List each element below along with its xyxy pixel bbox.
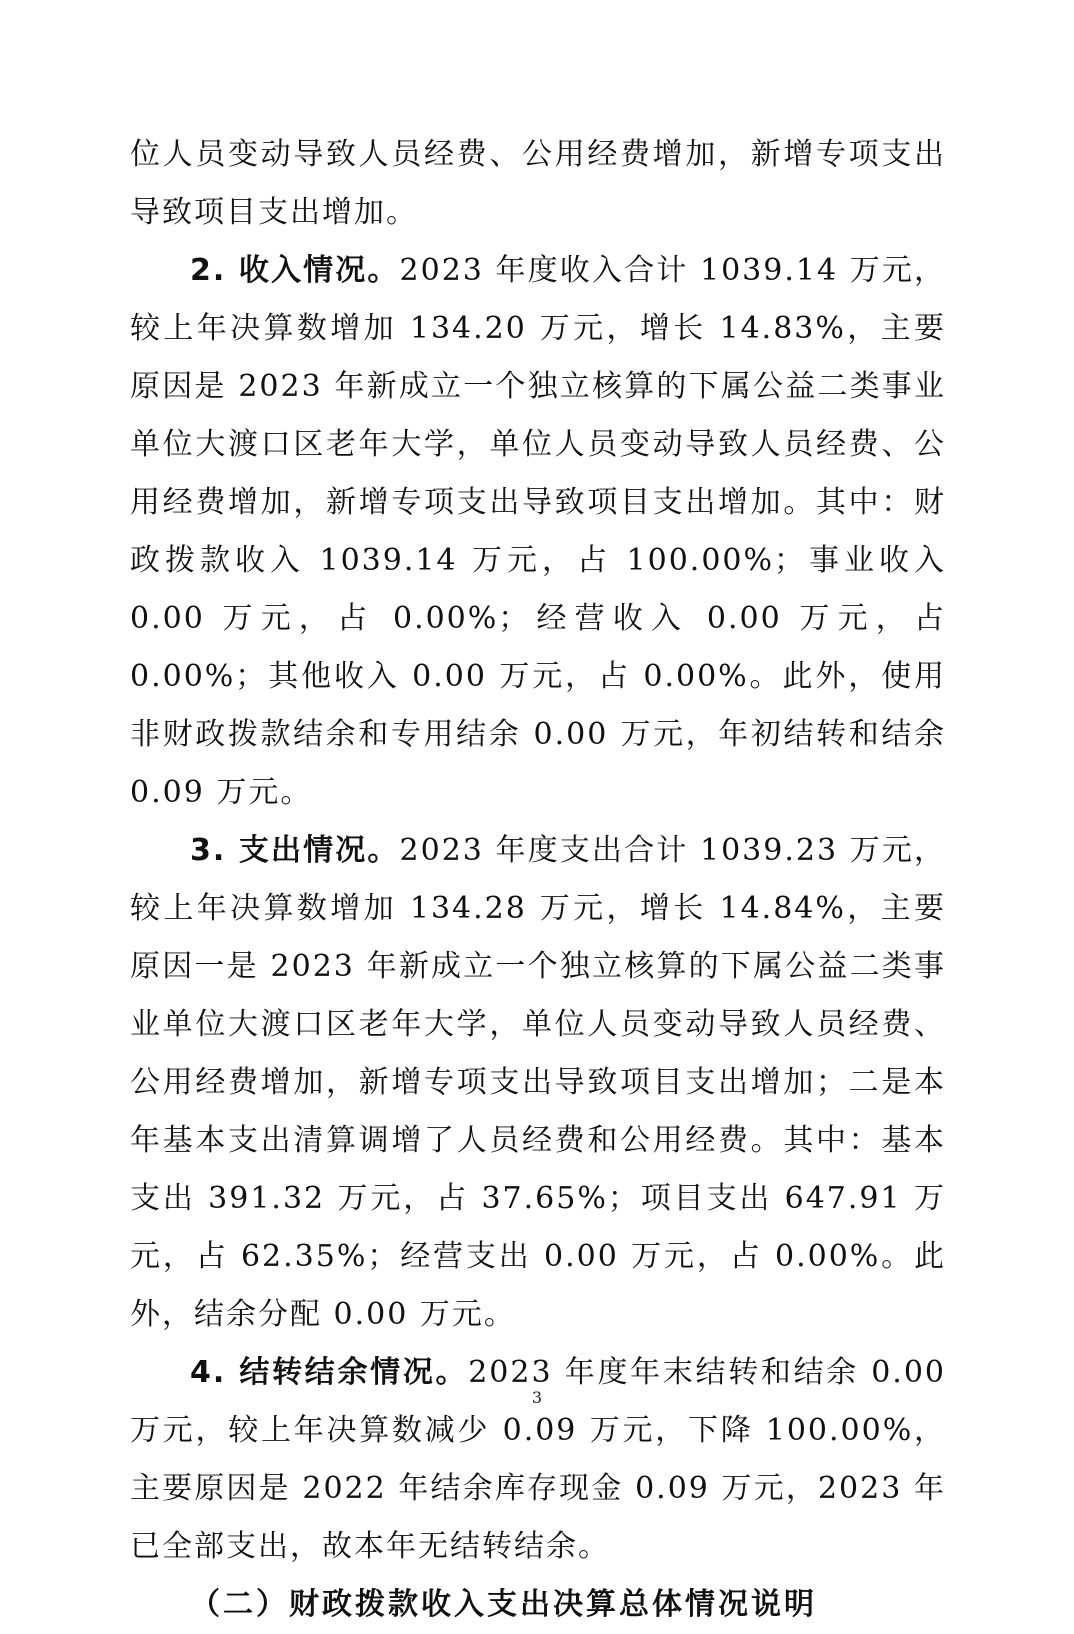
continuation-paragraph: 位人员变动导致人员经费、公用经费增加，新增专项支出导致项目支出增加。 <box>130 137 946 230</box>
expenditure-paragraph <box>130 822 946 1344</box>
section-subheading: （二）财政拨款收入支出决算总体情况说明 <box>190 1587 817 1622</box>
expenditure-body: 2023 年度支出合计 1039.23 万元，较上年决算数增加 134.28 万元，增长 14.84%，主要原因一是 2023 年新成立一个独立核算的下属公益二类事业单位大渡口区老年大学，单位人员变动导致人员经费、公用经费增加，新增专项支出导致项目支出增加；二是本年基本支出清算调增了人员经费和公用经费。其中：基本支出 391.32 万元，占 37.65%；项目支出 647.91 万元，占 62.35%；经营支出 0.00 万元，占 0.00%。此外，结余分配 0.00 万元。 <box>130 833 946 1332</box>
income-lead: 2. 收入情况。 <box>190 253 400 288</box>
balance-paragraph <box>130 1344 946 1576</box>
income-body: 2023 年度收入合计 1039.14 万元，较上年决算数增加 134.20 万元，增长 14.83%，主要原因是 2023 年新成立一个独立核算的下属公益二类事业单位大渡口区老年大学，单位人员变动导致人员经费、公用经费增加，新增专项支出导致项目支出增加。其中：财政拨款收入 1039.14 万元，占 100.00%；事业收入 0.00 万元，占 0.00%；经营收入 0.00 万元，占 0.00%；其他收入 0.00 万元，占 0.00%。此外，使用非财政拨款结余和专用结余 0.00 万元，年初结转和结余 0.09 万元。 <box>130 253 946 810</box>
income-paragraph <box>130 242 946 822</box>
page-number: 3 <box>531 1388 543 1407</box>
balance-lead: 4. 结转结余情况。 <box>190 1355 469 1390</box>
balance-body: 2023 年度年末结转和结余 0.00 万元，较上年决算数减少 0.09 万元，下降 100.00%，主要原因是 2022 年结余库存现金 0.09 万元，2023 年已全部支出，故本年无结转结余。 <box>130 1355 946 1564</box>
expenditure-lead: 3. 支出情况。 <box>190 833 400 868</box>
